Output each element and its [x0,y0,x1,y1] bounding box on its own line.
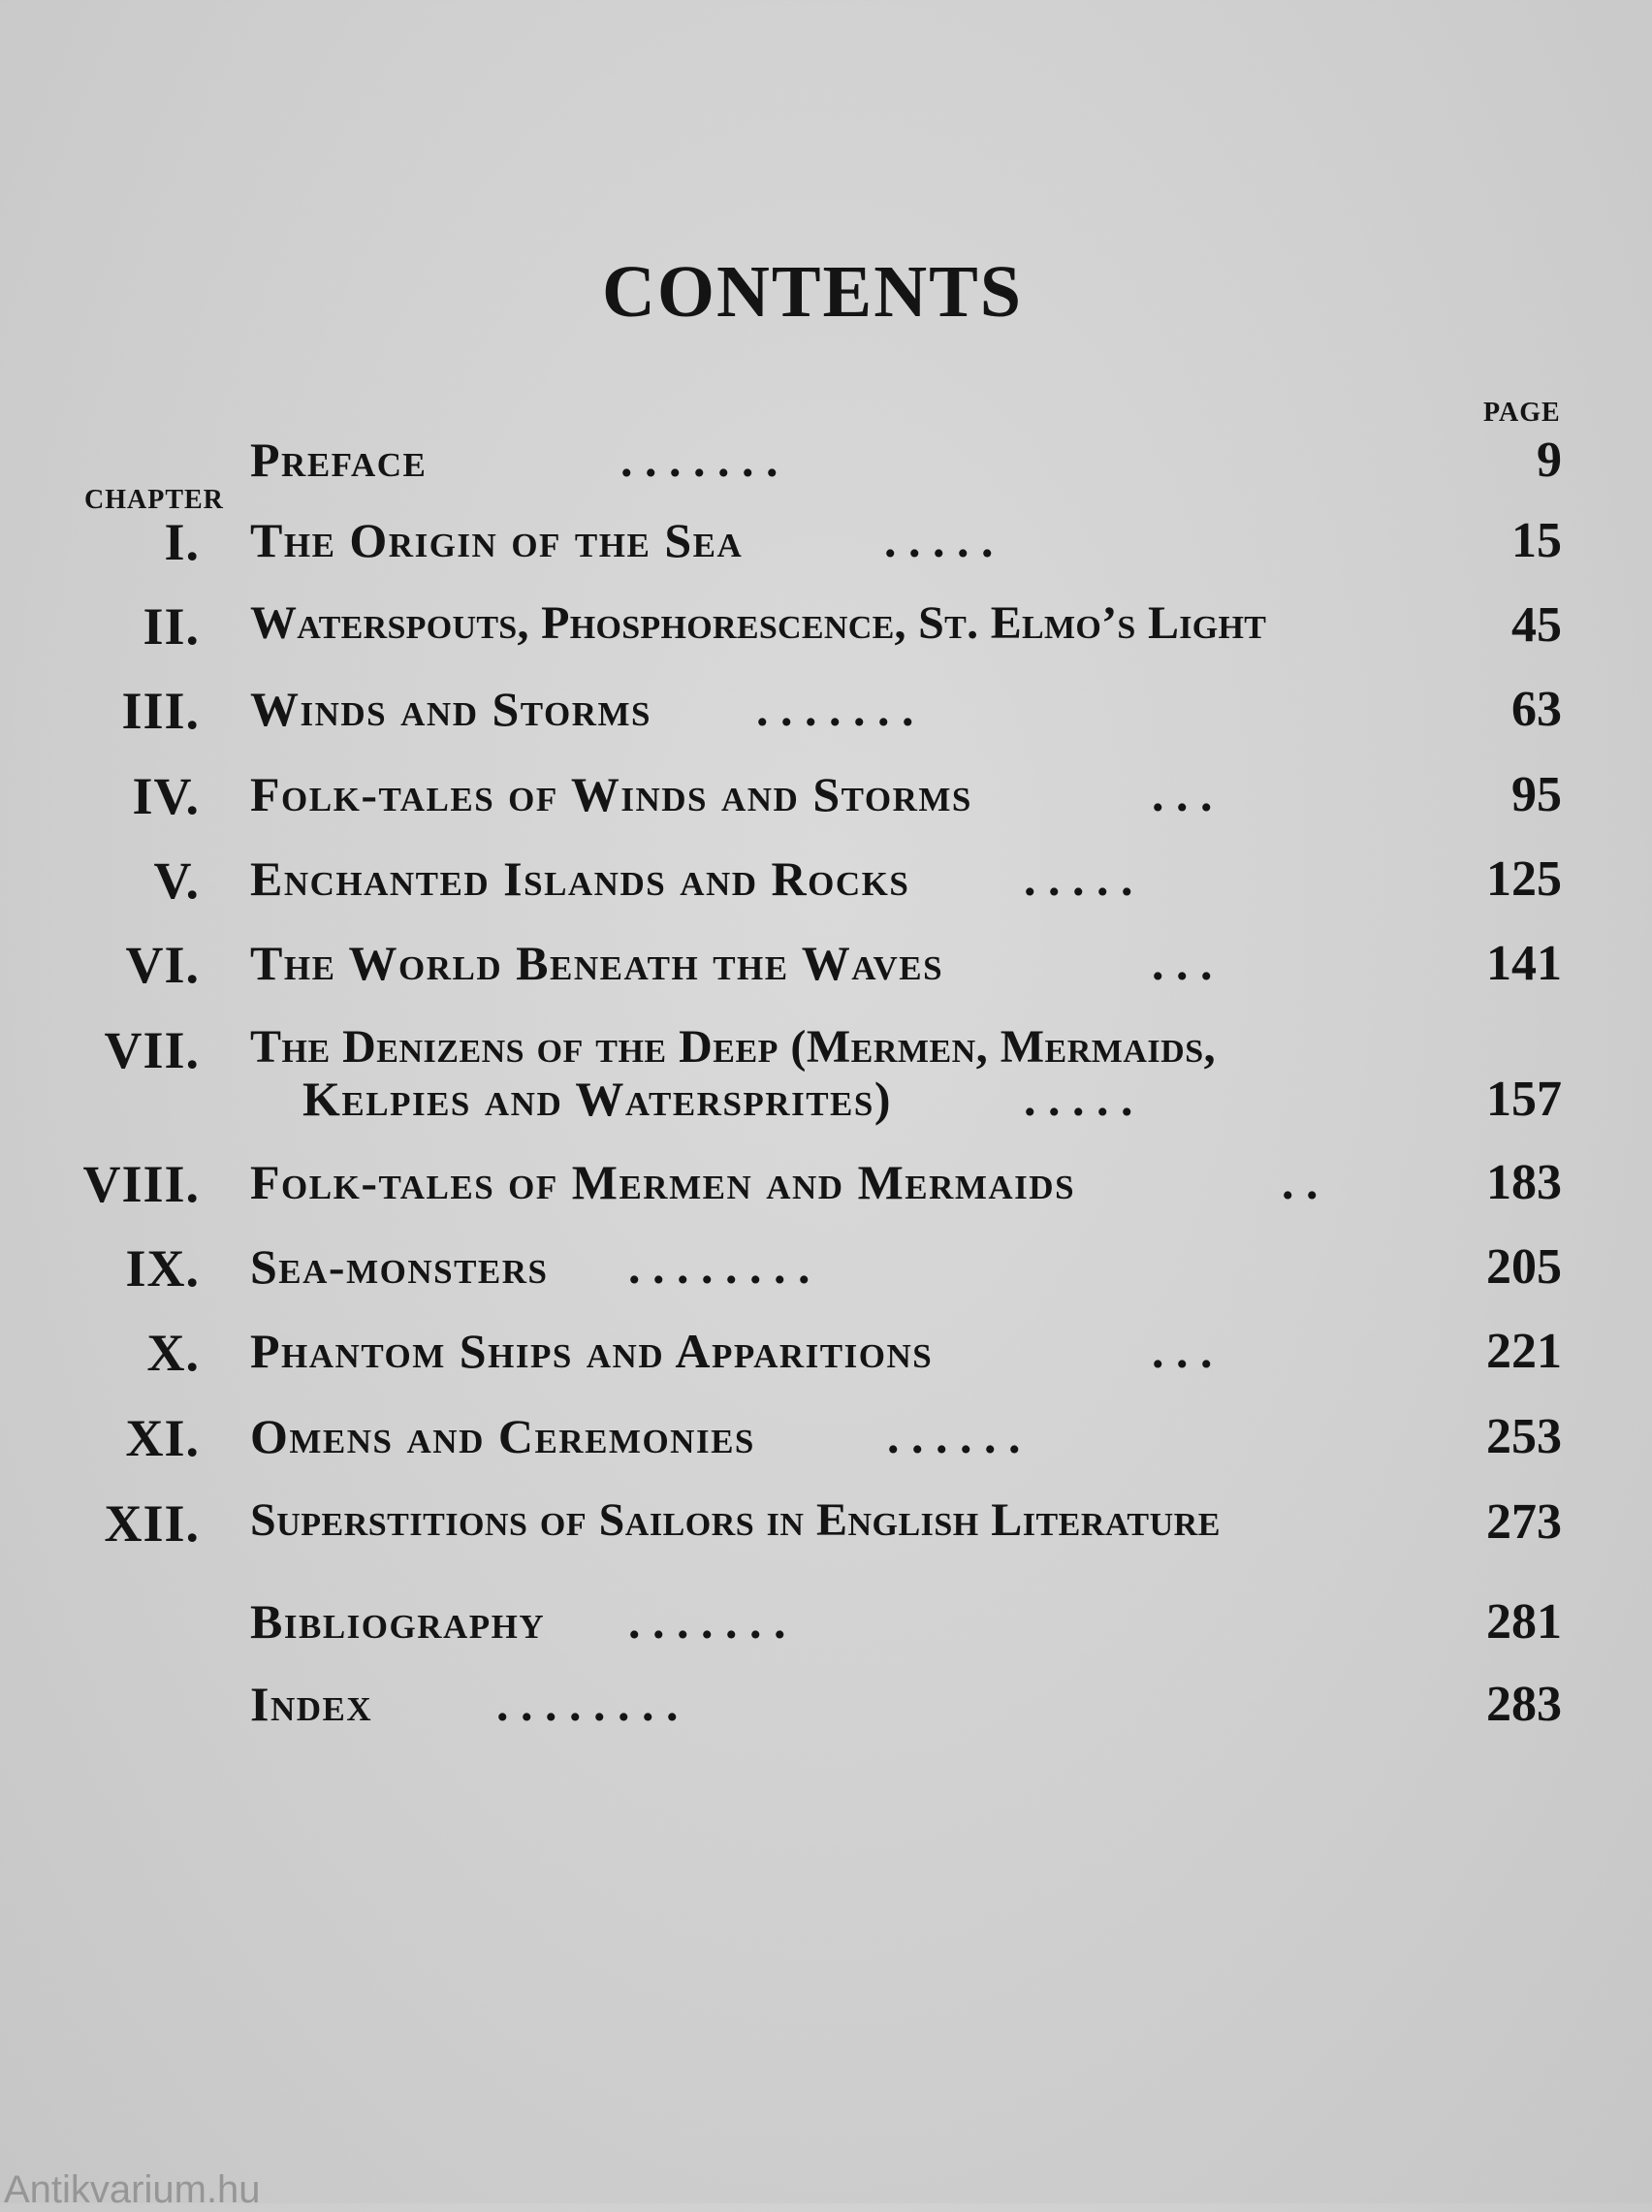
entry-title: Bibliography [250,1594,546,1649]
page-number: 253 [1486,1409,1562,1464]
entry-title: Superstitions of Sailors in English Literature [250,1494,1221,1546]
chapter-numeral: VIII. [82,1155,200,1213]
entry-title: Phantom Ships and Apparitions [250,1324,934,1378]
entry-title: Preface [250,433,428,487]
dot-leader: . . . . . [1024,851,1133,906]
entry-title: Omens and Ceremonies [250,1409,755,1463]
page-number: 281 [1486,1594,1562,1650]
entry-title: Index [250,1677,373,1731]
chapter-numeral: IX. [125,1239,200,1298]
page-number: 221 [1486,1324,1562,1379]
page-column-label: PAGE [1483,398,1561,428]
dot-leader: . . . . . . . [628,1594,786,1649]
dot-leader: . . . . . . . [620,433,778,487]
page-number: 15 [1511,513,1562,568]
chapter-numeral: II. [143,597,200,656]
chapter-numeral: VII. [104,1021,200,1079]
dot-leader: . . [1282,1155,1318,1209]
page-number: 45 [1511,597,1562,653]
page-number: 183 [1486,1155,1562,1210]
dot-leader: . . . . . . . [756,682,914,736]
entry-title: The World Beneath the Waves [250,936,944,990]
page-number: 205 [1486,1239,1562,1295]
dot-leader: . . . [1152,767,1213,821]
watermark: Antikvarium.hu [4,2168,261,2211]
page-number: 273 [1486,1494,1562,1550]
chapter-numeral: V. [153,851,200,910]
entry-title: Waterspouts, Phosphorescence, St. Elmo’s Light [250,597,1267,649]
page-number: 63 [1511,682,1562,737]
chapter-numeral: X. [146,1324,200,1382]
dot-leader: . . . . . . [887,1409,1021,1463]
entry-title-continued: Kelpies and Watersprites) [302,1072,893,1126]
chapter-numeral: VI. [125,936,200,994]
dot-leader: . . . [1152,1324,1213,1378]
chapter-numeral: III. [121,682,200,740]
entry-title: Sea-monsters [250,1239,549,1294]
entry-title: The Origin of the Sea [250,513,744,567]
dot-leader: . . . . . . . . [628,1239,810,1294]
page-number: 125 [1486,851,1562,907]
page-number: 95 [1511,767,1562,822]
entry-title: Folk-tales of Mermen and Mermaids [250,1155,1076,1209]
chapter-numeral: XII. [104,1494,200,1553]
entry-title: Enchanted Islands and Rocks [250,851,910,906]
chapter-numeral: XI. [125,1409,200,1467]
entry-title: Winds and Storms [250,682,651,736]
dot-leader: . . . . . . . . [496,1677,679,1731]
entry-title: The Denizens of the Deep (Mermen, Mermaids, [250,1021,1217,1073]
page-number: 157 [1486,1072,1562,1127]
chapter-numeral: I. [164,513,200,571]
page-number: 141 [1486,936,1562,991]
dot-leader: . . . [1152,936,1213,990]
page-number: 9 [1537,433,1562,488]
page-title: CONTENTS [601,251,1024,333]
page-number: 283 [1486,1677,1562,1732]
dot-leader: . . . . . [1024,1072,1133,1126]
chapter-numeral: IV. [132,767,200,825]
chapter-column-label: CHAPTER [84,485,224,515]
dot-leader: . . . . . [884,513,994,567]
entry-title: Folk-tales of Winds and Storms [250,767,972,821]
